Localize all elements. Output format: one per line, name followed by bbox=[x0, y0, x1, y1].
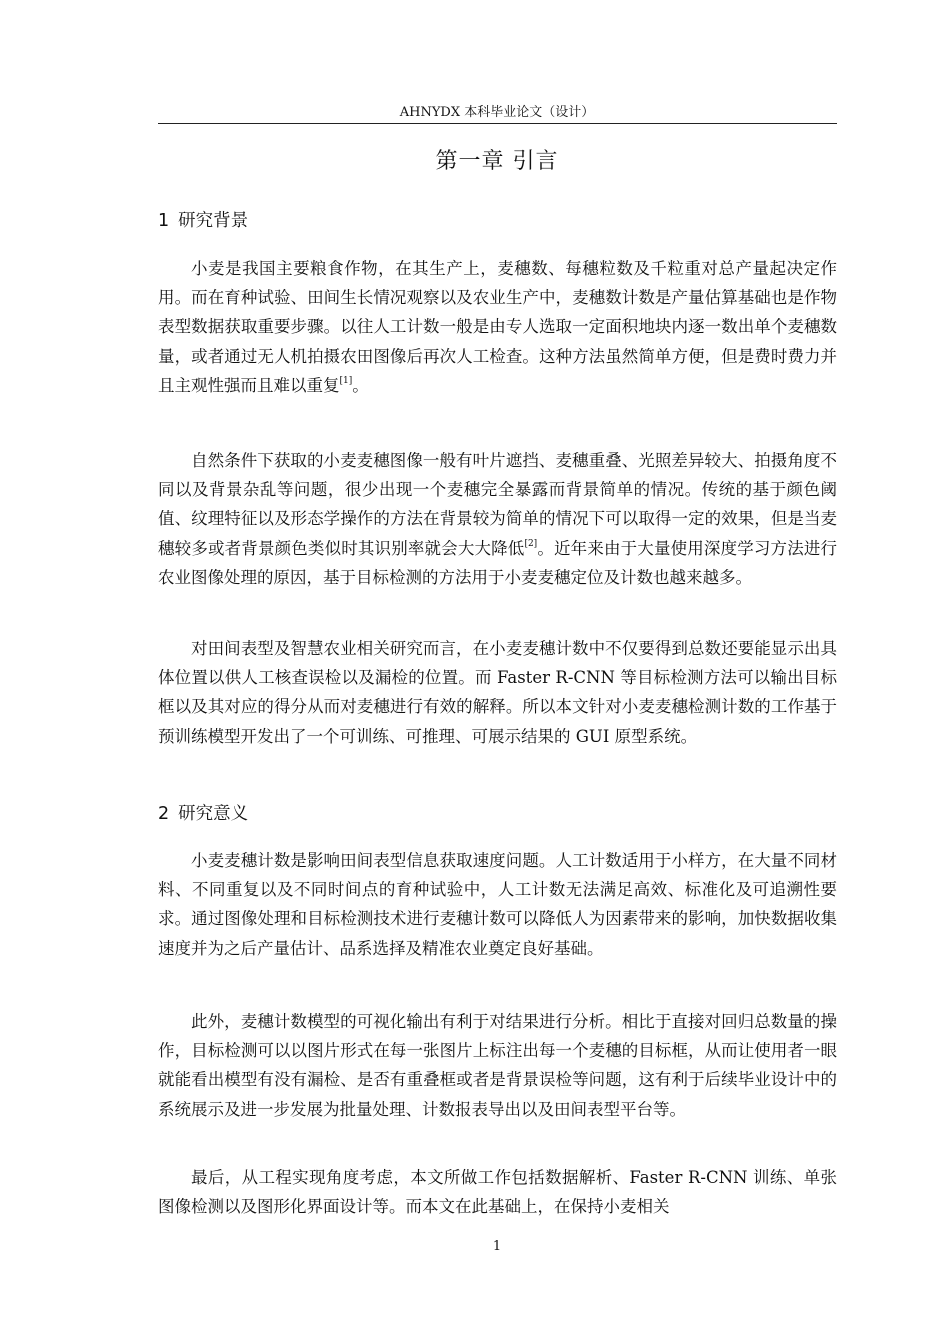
paragraph-text: 小麦麦穗计数是影响田间表型信息获取速度问题。人工计数适用于小样方，在大量不同材料、不同重复以及不同时间点的育种试验中，人工计数无法满足高效、标准化及可追溯性要求。通过图像处理和目标检测技术进行麦穗计数可以降低人为因素带来的影响，加快数据收集速度并为之后产量估计、品系选择及精准农业奠定良好基础。 bbox=[158, 851, 837, 958]
chapter-title: 第一章 引言 bbox=[435, 149, 559, 174]
paragraph-1-3 bbox=[158, 634, 837, 751]
section-number: 1 bbox=[158, 211, 170, 231]
paragraph-2-2 bbox=[158, 1007, 837, 1124]
paragraph-text: 此外，麦穗计数模型的可视化输出有利于对结果进行分析。相比于直接对回归总数量的操作，目标检测可以以图片形式在每一张图片上标注出每一个麦穗的目标框，从而让使用者一眼就能看出模型有没有漏检、是否有重叠框或者是背景误检等问题，这有利于后续毕业设计中的系统展示及进一步发展为批量处理、计数报表导出以及田间表型平台等。 bbox=[158, 1012, 837, 1119]
section-heading-1 bbox=[158, 207, 248, 235]
header-rule bbox=[158, 123, 837, 124]
paragraph-text: 最后，从工程实现角度考虑，本文所做工作包括数据解析、Faster R-CNN 训练、单张图像检测以及图形化界面设计等。而本文在此基础上，在保持小麦相关 bbox=[158, 1168, 837, 1217]
paragraph-text: 小麦是我国主要粮食作物，在其生产上，麦穗数、每穗粒数及千粒重对总产量起决定作用。而在育种试验、田间生长情况观察以及农业生产中，麦穗数计数是产量估算基础也是作物表型数据获取重要步骤。以往人工计数一般是由专人选取一定面积地块内逐一数出单个麦穗数量，或者通过无人机拍摄农田图像后再次人工检查。这种方法虽然简单方便，但是费时费力并且主观性强而且难以重复 bbox=[158, 259, 837, 395]
paragraph-text: 对田间表型及智慧农业相关研究而言，在小麦麦穗计数中不仅要得到总数还要能显示出具体位置以供人工核查误检以及漏检的位置。而 Faster R-CNN 等目标检测方法可以输出目标框以及其对应的得分从而对麦穗进行有效的解释。所以本文针对小麦麦穗检测计数的工作基于预训练模型开发出了一个可训练、可推理、可展示结果的 GUI 原型系统。 bbox=[158, 639, 837, 746]
paragraph-1-2 bbox=[158, 446, 837, 592]
section-title-text: 研究意义 bbox=[178, 804, 249, 824]
paragraph-2-3 bbox=[158, 1163, 837, 1221]
section-heading-2 bbox=[158, 800, 248, 828]
paragraph-text-end: 。近年来由于大量使用深度学习方法进行农业图像处理的原因，基于目标检测的方法用于小麦麦穗定位及计数也越来越多。 bbox=[158, 538, 837, 587]
section-title-text: 研究背景 bbox=[178, 211, 249, 231]
running-header: AHNYDX 本科毕业论文（设计） bbox=[399, 105, 595, 120]
page-number: 1 bbox=[492, 1239, 502, 1254]
citation-2: [2] bbox=[524, 538, 538, 549]
paragraph-1-1 bbox=[158, 254, 837, 400]
paragraph-text: 自然条件下获取的小麦麦穗图像一般有叶片遮挡、麦穗重叠、光照差异较大、拍摄角度不同以及背景杂乱等问题，很少出现一个麦穗完全暴露而背景简单的情况。传统的基于颜色阈值、纹理特征以及形态学操作的方法在背景较为简单的情况下可以取得一定的效果，但是当麦穗较多或者背景颜色类似时其识别率就会大大降低 bbox=[158, 451, 837, 558]
paragraph-text-end: 。 bbox=[352, 375, 369, 395]
section-number: 2 bbox=[158, 804, 170, 824]
paragraph-2-1 bbox=[158, 846, 837, 963]
citation-1: [1] bbox=[339, 375, 353, 386]
